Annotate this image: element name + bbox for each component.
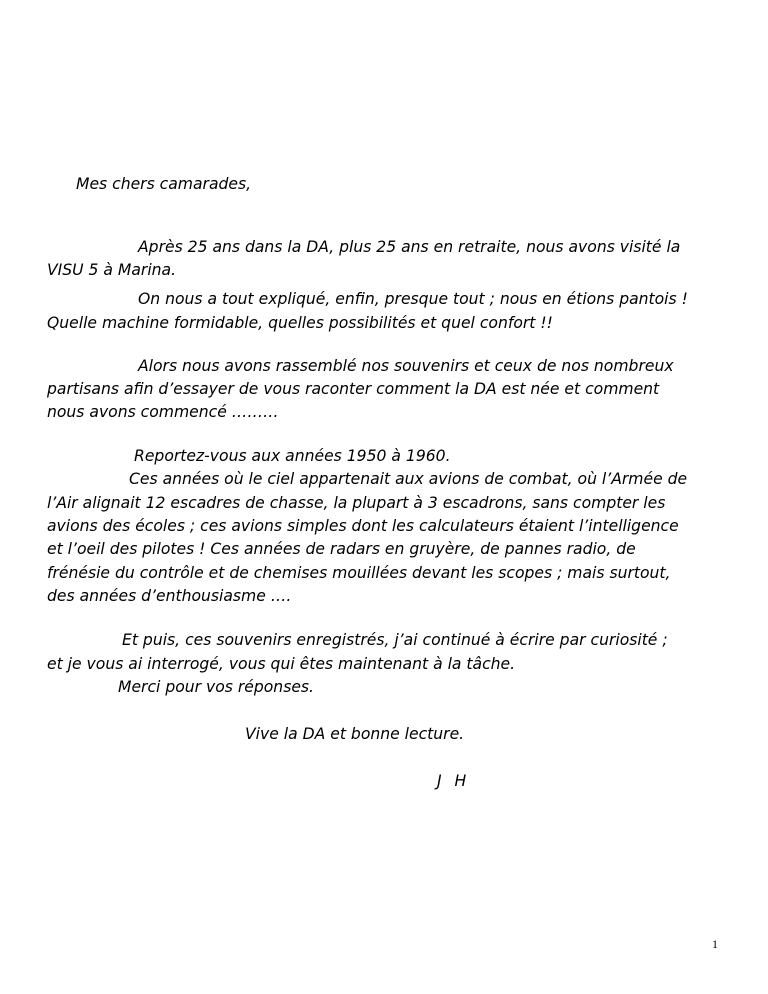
signature-initials: J H xyxy=(437,772,471,790)
paragraph-line: Alors nous avons rassemblé nos souvenirs et ceux de nos nombreux xyxy=(138,357,674,375)
paragraph-line: frénésie du contrôle et de chemises mouillées devant les scopes ; mais surtout, xyxy=(47,564,671,582)
paragraph-line: VISU 5 à Marina. xyxy=(47,261,177,279)
paragraph-line: On nous a tout expliqué, enfin, presque tout ; nous en étions pantois ! xyxy=(138,290,688,308)
paragraph-line: des années d’enthousiasme …. xyxy=(47,587,292,605)
page-number: 1 xyxy=(712,937,718,951)
salutation: Mes chers camarades, xyxy=(76,175,252,193)
closing-line: Vive la DA et bonne lecture. xyxy=(245,725,465,743)
paragraph-line: Merci pour vos réponses. xyxy=(118,678,314,696)
paragraph-line: et je vous ai interrogé, vous qui êtes maintenant à la tâche. xyxy=(47,655,516,673)
paragraph-line: l’Air alignait 12 escadres de chasse, la plupart à 3 escadrons, sans compter les xyxy=(47,494,666,512)
paragraph-line: nous avons commencé ……… xyxy=(47,403,279,421)
paragraph-line: Quelle machine formidable, quelles possibilités et quel confort !! xyxy=(47,314,553,332)
paragraph-line: Et puis, ces souvenirs enregistrés, j’ai continué à écrire par curiosité ; xyxy=(122,631,668,649)
paragraph-line: Ces années où le ciel appartenait aux avions de combat, où l’Armée de xyxy=(129,470,688,488)
paragraph-line: partisans afin d’essayer de vous raconter comment la DA est née et comment xyxy=(47,380,660,398)
paragraph-line: et l’oeil des pilotes ! Ces années de radars en gruyère, de pannes radio, de xyxy=(47,540,636,558)
paragraph-line: Reportez-vous aux années 1950 à 1960. xyxy=(134,447,451,465)
paragraph-line: Après 25 ans dans la DA, plus 25 ans en retraite, nous avons visité la xyxy=(138,238,681,256)
paragraph-line: avions des écoles ; ces avions simples dont les calculateurs étaient l’intelligence xyxy=(47,517,679,535)
